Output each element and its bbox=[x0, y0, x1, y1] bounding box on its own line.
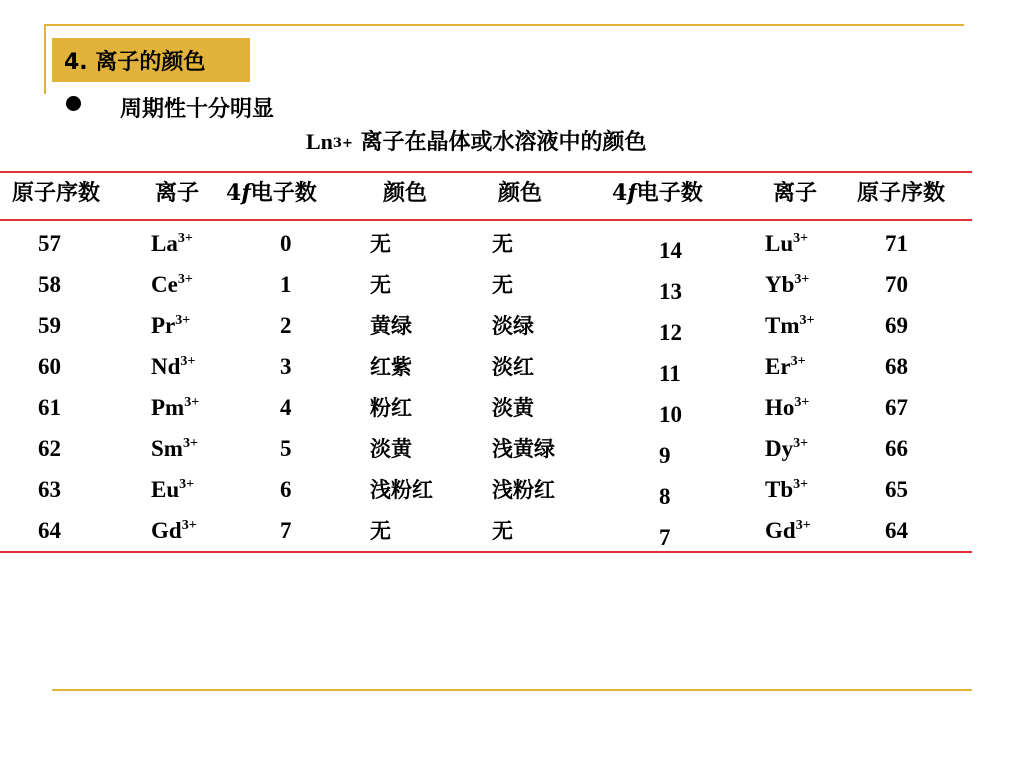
table-cell-z2: 65 bbox=[885, 477, 908, 502]
table-cell-c2: 淡红 bbox=[492, 354, 534, 379]
bottom-rule bbox=[52, 689, 972, 691]
table-cell-c2: 无 bbox=[492, 272, 513, 297]
table-cell-e2: 12 bbox=[659, 320, 682, 345]
column-header: 4f电子数 bbox=[226, 180, 317, 206]
table-caption bbox=[306, 125, 647, 156]
table-cell-ion1: $Eu^{3+}$ bbox=[151, 477, 195, 502]
table-cell-c1: 淡黄 bbox=[370, 436, 412, 461]
column-header: 原子序数 bbox=[857, 180, 946, 206]
table-cell-e2: 7 bbox=[659, 525, 671, 550]
table-cell-c2: 浅黄绿 bbox=[492, 436, 555, 461]
section-title: 4. 离子的颜色 bbox=[52, 38, 250, 82]
caption-text: 离子在晶体或水溶液中的颜色 bbox=[352, 129, 647, 155]
table-cell-z1: 63 bbox=[38, 477, 61, 502]
table-cell-c1: 无 bbox=[370, 518, 391, 543]
table-cell-e2: 10 bbox=[659, 402, 682, 427]
table-cell-e2: 11 bbox=[659, 361, 681, 386]
table-cell-z2: 67 bbox=[885, 395, 908, 420]
column-header: 离子 bbox=[773, 180, 818, 206]
bullet-icon bbox=[66, 96, 81, 111]
table-cell-z2: 64 bbox=[885, 518, 908, 543]
table-cell-e2: 14 bbox=[659, 238, 682, 263]
column-header: 4f电子数 bbox=[612, 180, 703, 206]
table-cell-c1: 粉红 bbox=[370, 395, 412, 420]
table-cell-z2: 70 bbox=[885, 272, 908, 297]
table-cell-c2: 淡黄 bbox=[492, 395, 534, 420]
table-cell-ion2: $Yb^{3+}$ bbox=[765, 272, 810, 297]
table-cell-ion1: $Gd^{3+}$ bbox=[151, 518, 197, 543]
column-header: 原子序数 bbox=[12, 180, 101, 206]
table-cell-e2: 9 bbox=[659, 443, 671, 468]
table-top-rule bbox=[0, 171, 972, 173]
table-cell-c2: 浅粉红 bbox=[492, 477, 555, 502]
table-cell-ion2: $Gd^{3+}$ bbox=[765, 518, 811, 543]
table-cell-ion1: $Pm^{3+}$ bbox=[151, 395, 200, 420]
table-cell-e1: 7 bbox=[280, 518, 292, 543]
column-header: 颜色 bbox=[498, 180, 543, 206]
table-cell-e1: 1 bbox=[280, 272, 292, 297]
caption-charge: 3+ bbox=[332, 136, 353, 151]
table-cell-ion1: $Ce^{3+}$ bbox=[151, 272, 193, 297]
table-cell-e1: 2 bbox=[280, 313, 292, 338]
table-cell-c1: 黄绿 bbox=[370, 313, 412, 338]
top-rule bbox=[44, 24, 964, 26]
bullet-text: 周期性十分明显 bbox=[120, 97, 275, 122]
table-header-rule bbox=[0, 219, 972, 221]
table-cell-ion2: $Lu^{3+}$ bbox=[765, 231, 809, 256]
table-bottom-rule bbox=[0, 551, 972, 553]
table-cell-e1: 4 bbox=[280, 395, 292, 420]
table-cell-z1: 60 bbox=[38, 354, 61, 379]
table-cell-z2: 69 bbox=[885, 313, 908, 338]
table-cell-ion1: $La^{3+}$ bbox=[151, 231, 193, 256]
table-cell-c1: 浅粉红 bbox=[370, 477, 433, 502]
table-cell-z2: 68 bbox=[885, 354, 908, 379]
table-cell-ion1: $Pr^{3+}$ bbox=[151, 313, 191, 338]
column-header: 颜色 bbox=[383, 180, 428, 206]
table-cell-ion2: $Tm^{3+}$ bbox=[765, 313, 815, 338]
table-cell-c2: 无 bbox=[492, 231, 513, 256]
table-cell-c2: 淡绿 bbox=[492, 313, 534, 338]
table-cell-z1: 62 bbox=[38, 436, 61, 461]
table-cell-e1: 5 bbox=[280, 436, 292, 461]
left-rule bbox=[44, 24, 46, 94]
table-cell-c2: 无 bbox=[492, 518, 513, 543]
table-cell-ion1: $Nd^{3+}$ bbox=[151, 354, 196, 379]
table-cell-c1: 红紫 bbox=[370, 354, 412, 379]
table-cell-e2: 13 bbox=[659, 279, 682, 304]
table-cell-z1: 64 bbox=[38, 518, 61, 543]
table-cell-e1: 3 bbox=[280, 354, 292, 379]
table-cell-e2: 8 bbox=[659, 484, 671, 509]
table-cell-c1: 无 bbox=[370, 231, 391, 256]
table-cell-c1: 无 bbox=[370, 272, 391, 297]
table-cell-e1: 6 bbox=[280, 477, 292, 502]
table-cell-ion1: $Sm^{3+}$ bbox=[151, 436, 198, 461]
table-cell-z1: 58 bbox=[38, 272, 61, 297]
table-cell-z1: 61 bbox=[38, 395, 61, 420]
table-cell-ion2: $Er^{3+}$ bbox=[765, 354, 806, 379]
column-header: 离子 bbox=[155, 180, 200, 206]
table-cell-z1: 57 bbox=[38, 231, 61, 256]
caption-ion: Ln bbox=[306, 129, 333, 154]
table-cell-z1: 59 bbox=[38, 313, 61, 338]
table-cell-z2: 71 bbox=[885, 231, 908, 256]
table-cell-ion2: $Tb^{3+}$ bbox=[765, 477, 809, 502]
table-cell-z2: 66 bbox=[885, 436, 908, 461]
table-cell-ion2: $Ho^{3+}$ bbox=[765, 395, 810, 420]
table-cell-ion2: $Dy^{3+}$ bbox=[765, 436, 809, 461]
table-cell-e1: 0 bbox=[280, 231, 292, 256]
